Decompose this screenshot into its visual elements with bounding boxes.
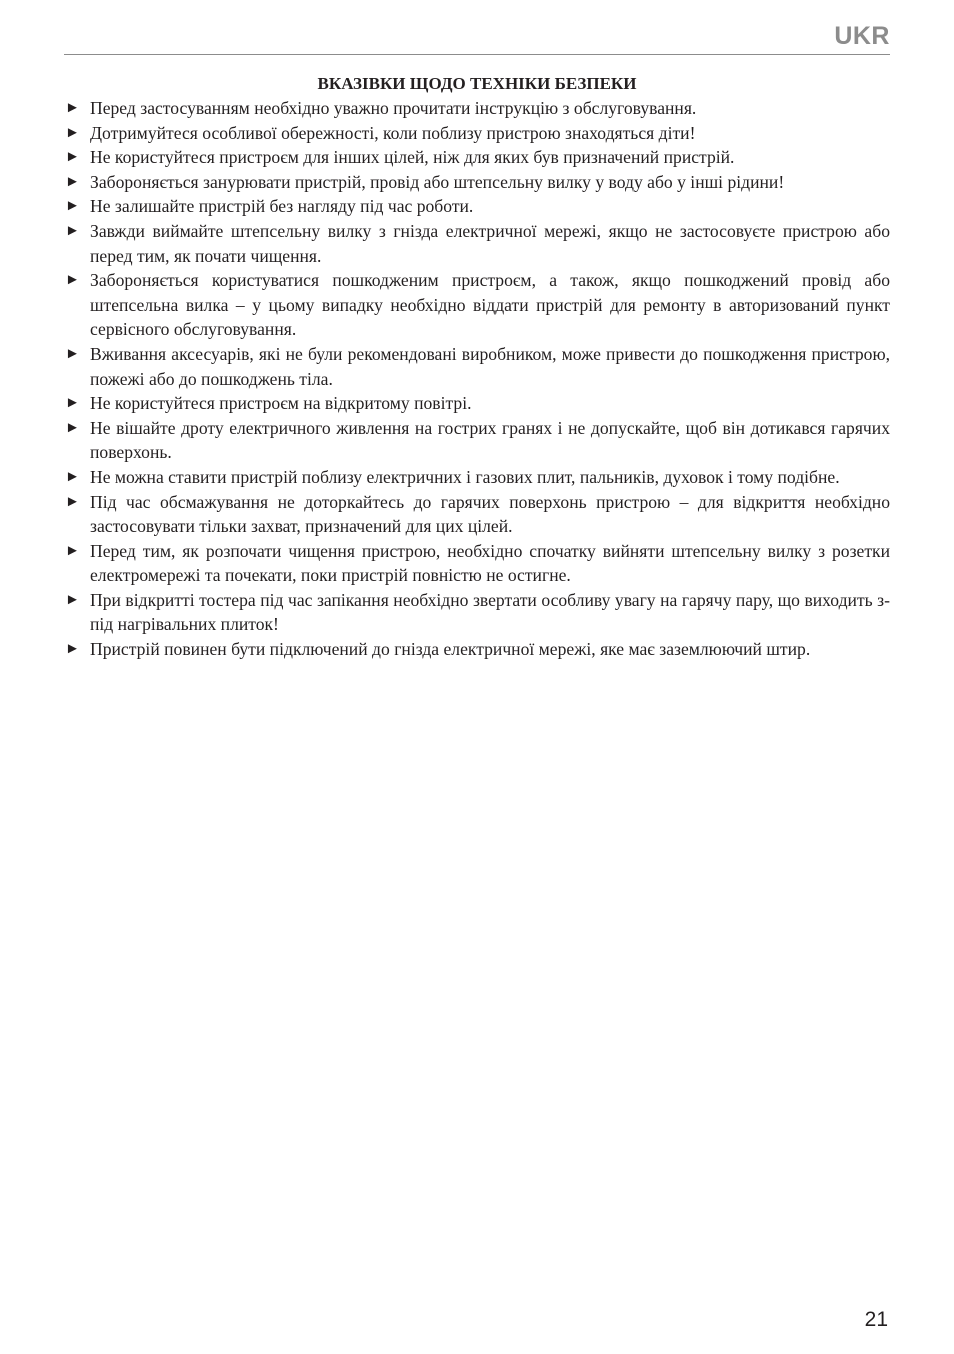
list-item	[64, 170, 890, 195]
list-item-text: Дотримуйтеся особливої обережності, коли поблизу пристрою знаходяться діти!	[90, 122, 696, 143]
list-item-text: Не користуйтеся пристроєм для інших цілей, ніж для яких був призначений пристрій.	[90, 147, 735, 168]
list-item	[64, 96, 890, 121]
list-item	[64, 121, 890, 146]
list-item-text: При відкритті тостера під час запікання необхідно звертати особливу увагу на гарячу пару, що виходить з-під нагрівальних плиток!	[90, 589, 890, 635]
safety-section	[64, 72, 890, 662]
header-divider	[64, 54, 890, 55]
list-item	[64, 268, 890, 342]
bullet-arrow-icon: ►	[65, 173, 80, 190]
list-item	[64, 490, 890, 539]
bullet-arrow-icon: ►	[65, 272, 80, 289]
list-item-text: Забороняється користуватися пошкодженим пристроєм, а також, якщо пошкоджений провід або штепсельна вилка – у цьому випадку необхідно віддати пристрій для ремонту в авторизований пункт сервісного обслуговування.	[90, 270, 890, 340]
bullet-arrow-icon: ►	[65, 345, 80, 362]
list-item-text: Пристрій повинен бути підключений до гнізда електричної мережі, яке має заземлюючий штир.	[90, 639, 811, 660]
bullet-arrow-icon: ►	[65, 222, 80, 239]
bullet-arrow-icon: ►	[65, 395, 80, 412]
list-item	[64, 637, 890, 662]
section-title: ВКАЗІВКИ ЩОДО ТЕХНІКИ БЕЗПЕКИ	[317, 74, 637, 93]
bullet-arrow-icon: ►	[65, 542, 80, 559]
list-item	[64, 194, 890, 219]
list-item-text: Забороняється занурювати пристрій, провід або штепсельну вилку у воду або у інші рідини!	[90, 171, 785, 192]
bullet-arrow-icon: ►	[65, 493, 80, 510]
list-item-text: Завжди виймайте штепсельну вилку з гнізда електричної мережі, якщо не застосовуєте пристрою або перед тим, як почати чищення.	[90, 220, 890, 266]
list-item-text: Не користуйтеся пристроєм на відкритому повітрі.	[90, 393, 472, 414]
list-item	[64, 465, 890, 490]
list-item-text: Вживання аксесуарів, які не були рекомендовані виробником, може привести до пошкодження пристрою, пожежі або до пошкоджень тіла.	[90, 343, 890, 389]
bullet-arrow-icon: ►	[65, 591, 80, 608]
list-item-text: Не вішайте дроту електричного живлення на гострих гранях і не допускайте, щоб він дотикався гарячих поверхонь.	[90, 417, 890, 463]
bullet-arrow-icon: ►	[65, 468, 80, 485]
bullet-arrow-icon: ►	[65, 419, 80, 436]
list-item-text: Не залишайте пристрій без нагляду під час роботи.	[90, 196, 474, 217]
list-item	[64, 416, 890, 465]
list-item-text: Перед застосуванням необхідно уважно прочитати інструкцію з обслуговування.	[90, 98, 697, 118]
list-item-text: Перед тим, як розпочати чищення пристрою, необхідно спочатку вийняти штепсельну вилку з розетки електромережі та почекати, поки пристрій повністю не остигне.	[90, 540, 890, 586]
list-item-text: Не можна ставити пристрій поблизу електричних і газових плит, пальників, духовок і тому подібне.	[90, 466, 840, 487]
bullet-arrow-icon: ►	[65, 100, 80, 116]
list-item	[64, 391, 890, 416]
bullet-arrow-icon: ►	[65, 641, 80, 658]
bullet-arrow-icon: ►	[65, 124, 80, 141]
page-number: 21	[864, 1308, 888, 1331]
bullet-arrow-icon: ►	[65, 198, 80, 215]
list-item	[64, 145, 890, 170]
list-item	[64, 219, 890, 268]
list-item	[64, 588, 890, 637]
bullet-arrow-icon: ►	[65, 149, 80, 166]
list-item	[64, 342, 890, 391]
language-code: UKR	[834, 22, 890, 50]
list-item-text: Під час обсмажування не доторкайтесь до гарячих поверхонь пристрою – для відкриття необхідно застосовувати тільки захват, призначений для цих цілей.	[90, 491, 890, 537]
list-item	[64, 539, 890, 588]
safety-instructions-list	[64, 96, 890, 662]
